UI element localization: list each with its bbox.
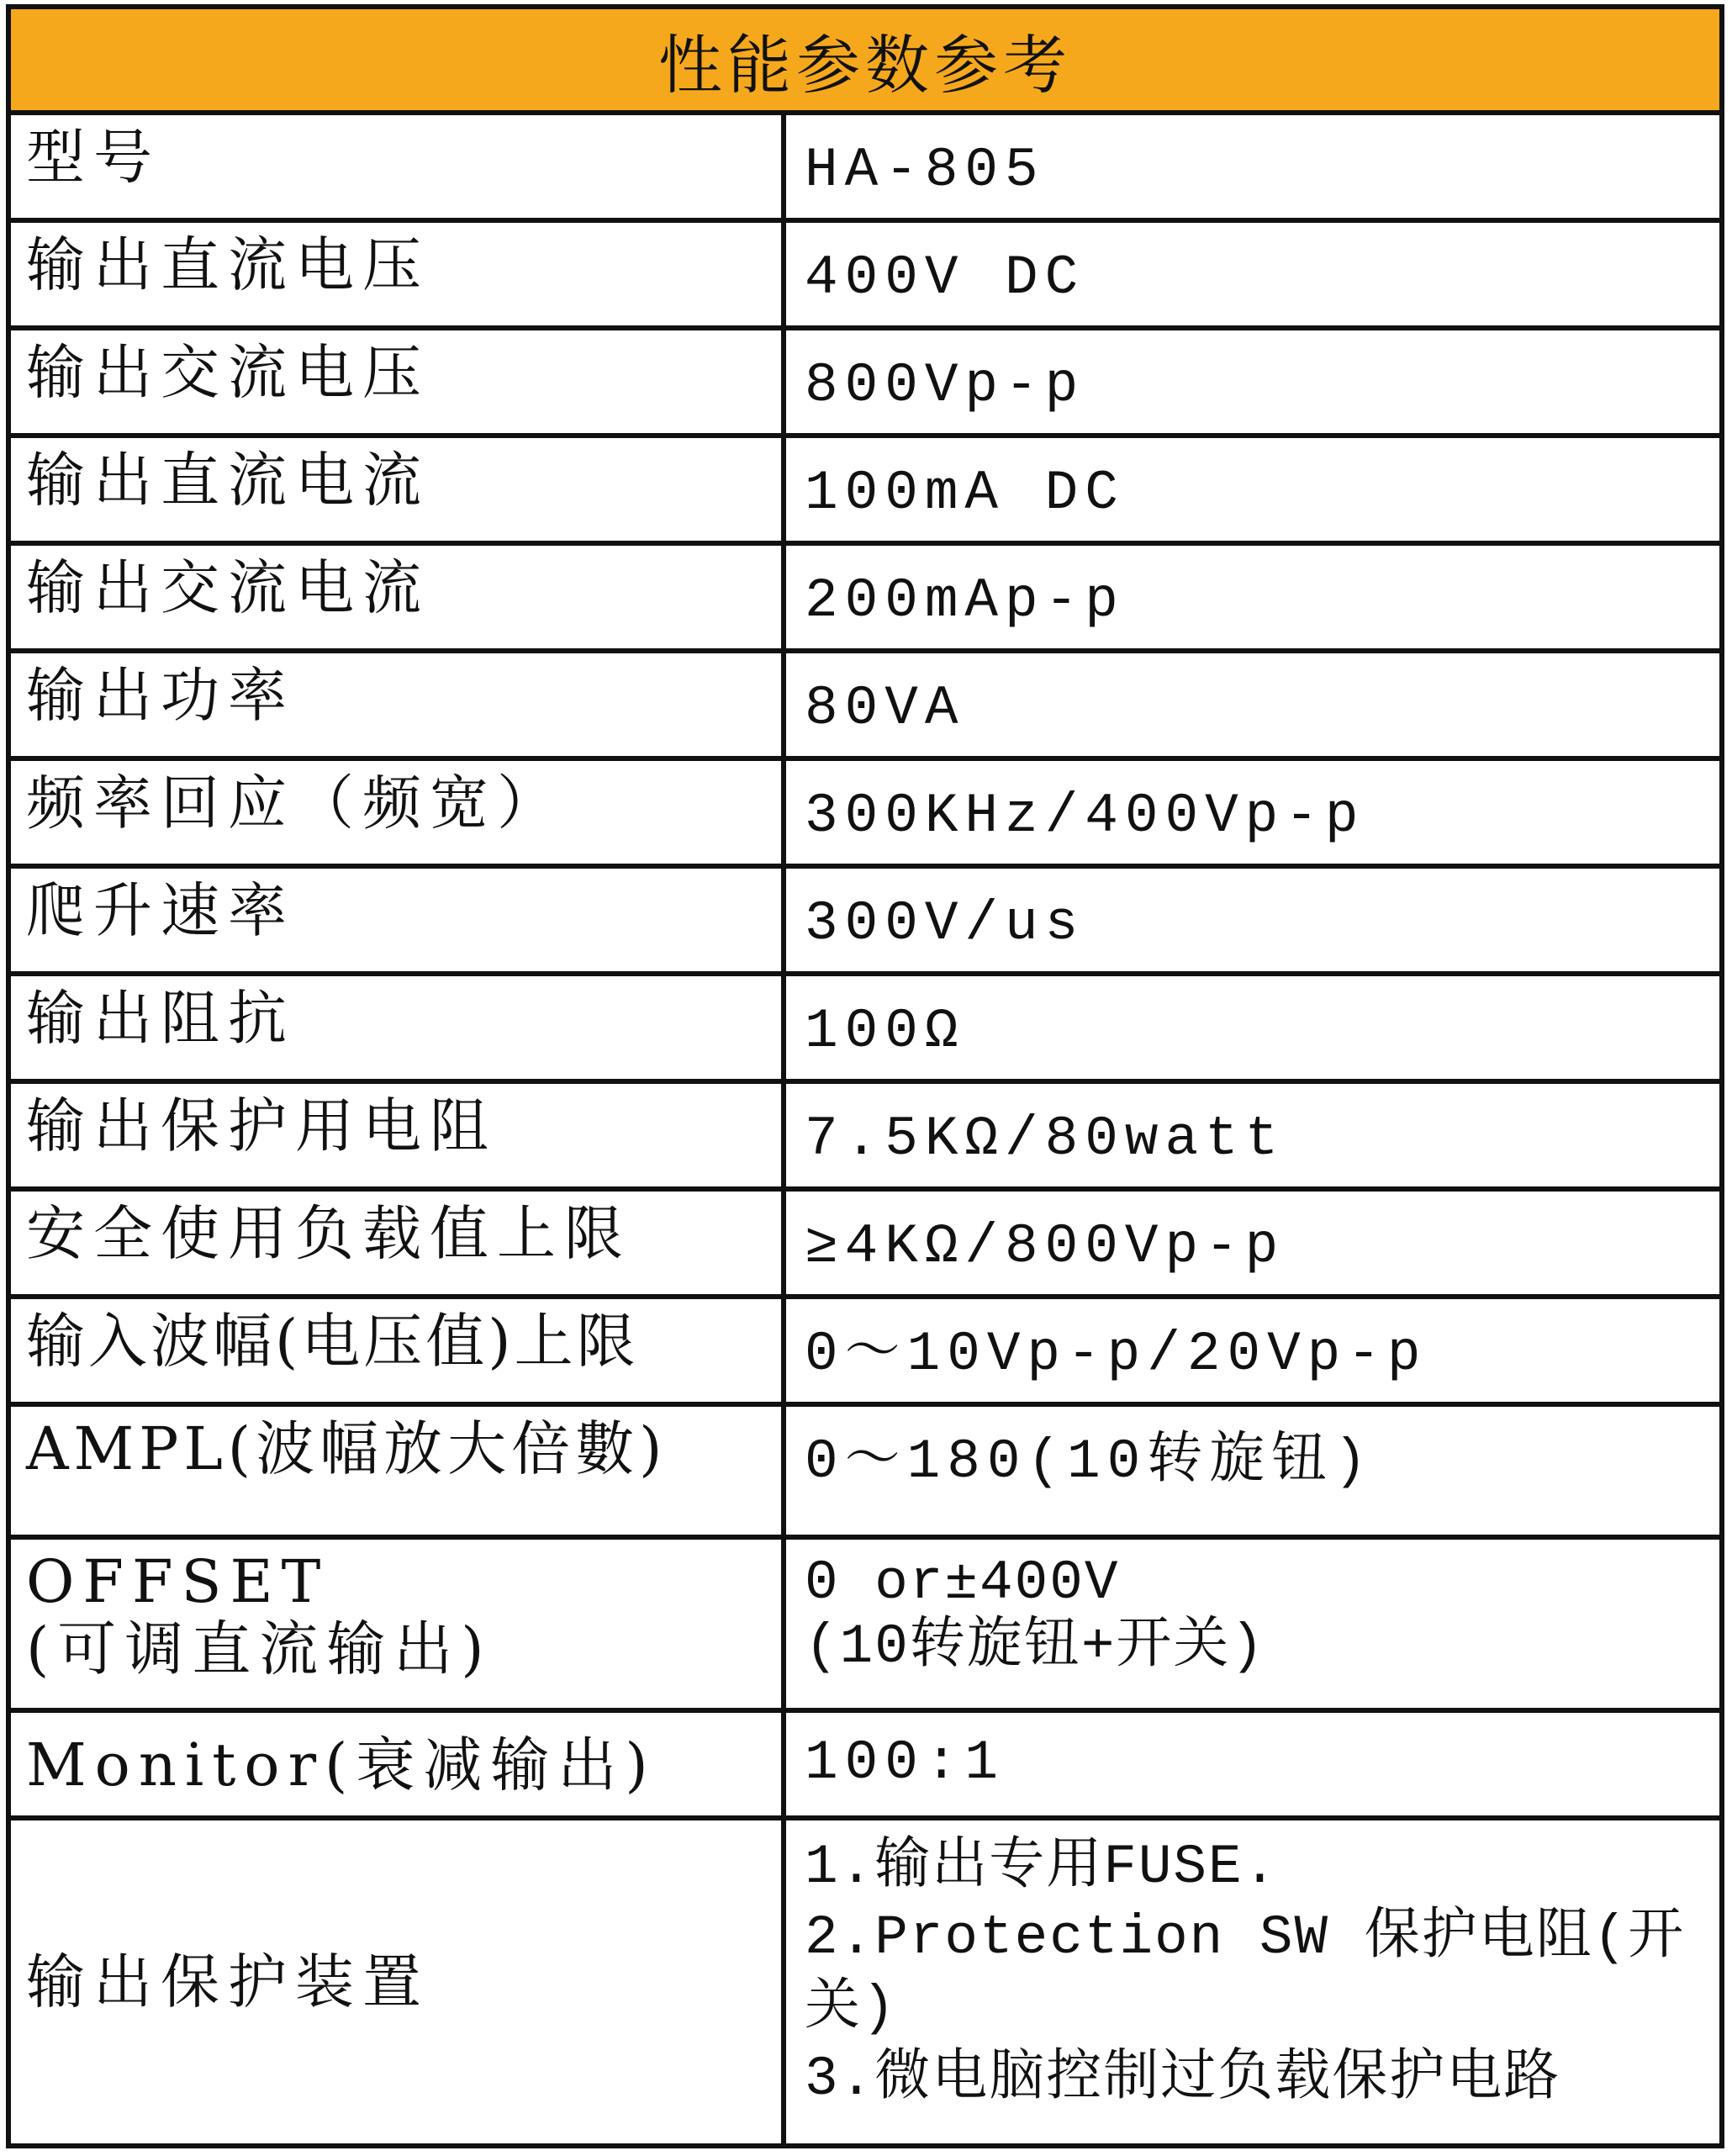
param-label: 输出功率 (11, 653, 786, 756)
param-value: 100:1 (805, 1731, 1006, 1794)
table-row (11, 223, 1719, 330)
table-title: 性能参数参考 (11, 9, 1719, 115)
param-value: ≥4KΩ/800Vp-p (805, 1215, 1286, 1278)
param-label: 输入波幅(电压值)上限 (11, 1299, 786, 1402)
param-value: 400V DC (805, 246, 1085, 309)
table-row (11, 761, 1719, 869)
param-label: AMPL(波幅放大倍數) (11, 1407, 786, 1535)
table-row (11, 1407, 1719, 1540)
table-row (11, 546, 1719, 653)
param-value: 0～10Vp-p/20Vp-p (805, 1323, 1428, 1386)
param-value: 0～180(10转旋钮) (805, 1430, 1374, 1493)
table-row (11, 653, 1719, 761)
table-row (11, 1299, 1719, 1407)
param-value: 100Ω (805, 1000, 965, 1063)
param-value: 300V/us (805, 892, 1085, 955)
table-row (11, 330, 1719, 438)
param-label: 安全使用负载值上限 (11, 1192, 786, 1294)
table-row (11, 1084, 1719, 1192)
param-label: 输出直流电流 (11, 438, 786, 541)
param-label: 型号 (11, 115, 786, 218)
table-row (11, 1540, 1719, 1713)
param-value: 1.输出专用FUSE. 2.Protection SW 保护电阻(开关) 3.微电脑控制过负载保护电路 (805, 1836, 1686, 2111)
param-label: 输出交流电流 (11, 546, 786, 648)
table-row (11, 1192, 1719, 1299)
param-label: 输出阻抗 (11, 976, 786, 1079)
param-label: OFFSET (可调直流输出) (11, 1540, 786, 1708)
param-value: HA-805 (805, 139, 1045, 202)
param-value: 200mAp-p (805, 569, 1125, 632)
param-value: 7.5KΩ/80watt (805, 1107, 1286, 1170)
param-label: 频率回应（频宽） (11, 761, 786, 864)
param-value: 80VA (805, 677, 965, 740)
param-value: 100mA DC (805, 462, 1125, 525)
param-label: Monitor(衰减输出) (11, 1713, 786, 1815)
param-value: 800Vp-p (805, 354, 1085, 417)
param-value: 0 or±400V (10转旋钮+开关) (805, 1551, 1266, 1678)
param-label: 输出直流电压 (11, 223, 786, 325)
table-row (11, 115, 1719, 223)
table-row (11, 1713, 1719, 1820)
param-label: 爬升速率 (11, 869, 786, 971)
param-label: 输出保护用电阻 (11, 1084, 786, 1186)
param-value: 300KHz/400Vp-p (805, 785, 1365, 848)
table-row (11, 976, 1719, 1084)
spec-table (6, 4, 1724, 2148)
table-row (11, 1820, 1719, 2143)
param-label: 输出交流电压 (11, 330, 786, 433)
param-label: 输出保护装置 (11, 1820, 786, 2143)
table-row (11, 438, 1719, 546)
table-row (11, 869, 1719, 976)
